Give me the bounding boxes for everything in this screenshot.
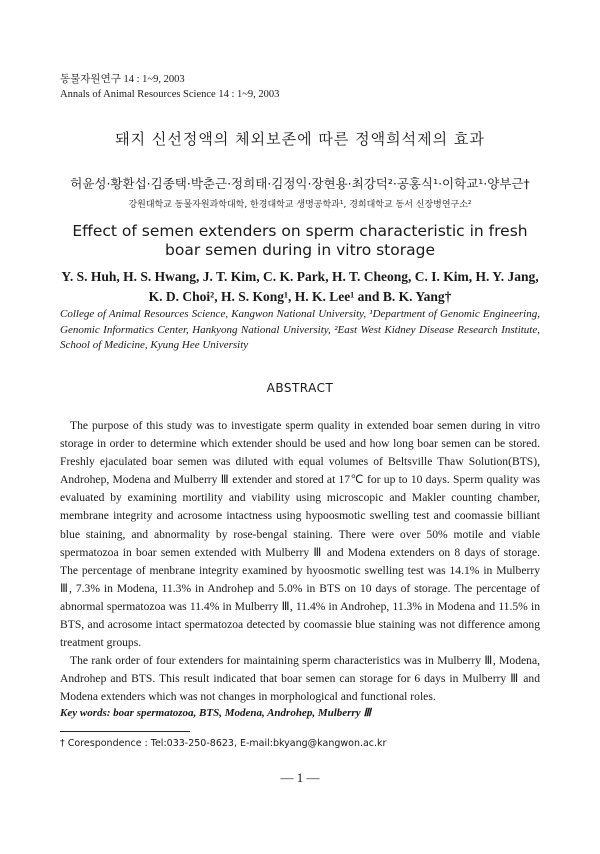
affiliations-english: College of Animal Resources Science, Kangwon National University, ¹Department of Genomic Engineering, Genomic Informatics Center, Hankyong National University, ²East West Kidney Disease Research Institute, School of Medicine, Kyung Hee University bbox=[60, 308, 540, 351]
title-korean: 돼지 신선정액의 체외보존에 따른 정액희석제의 효과 bbox=[115, 130, 485, 148]
affiliations-korean: 강원대학교 동물자원과학대학, 한경대학교 생명공학과¹, 경희대학교 동서 신장병연구소² bbox=[128, 200, 472, 210]
abstract-heading: ABSTRACT bbox=[266, 381, 334, 395]
footnote-correspondence: † Corespondence : Tel:033-250-8623, E-mail:bkyang@kangwon.ac.kr bbox=[60, 738, 387, 749]
page-number: — 1 — bbox=[280, 770, 320, 785]
journal-line-ko: 동물자원연구 14 : 1~9, 2003 bbox=[60, 74, 185, 85]
footnote-divider bbox=[60, 731, 190, 732]
authors-korean: 허윤성·황환섭·김종택·박춘근·정희태·김정익·장현용·최강덕²·공홍식¹·이학교¹·양부근† bbox=[70, 176, 530, 191]
journal-header bbox=[60, 72, 279, 102]
abstract-paragraph-2: The rank order of four extenders for maintaining sperm characteristics was in Mulberry Ⅲ, Modena, Androhep and BTS. This result indicated that boar semen can storage for 6 days in Mulberry Ⅲ and Modena extenders which was not changes in morphological and functional roles. bbox=[60, 654, 540, 704]
keywords: Key words: boar spermatozoa, BTS, Modena, Androhep, Mulberry Ⅲ bbox=[60, 707, 371, 719]
authors-english bbox=[60, 267, 540, 307]
title-english: Effect of semen extenders on sperm characteristic in fresh boar semen during in vitro storage bbox=[72, 222, 528, 259]
journal-line-en: Annals of Animal Resources Science 14 : 1~9, 2003 bbox=[60, 89, 280, 100]
authors-english-line2: K. D. Choi², H. S. Kong¹, H. K. Lee¹ and B. K. Yang† bbox=[148, 289, 452, 304]
abstract-body bbox=[60, 417, 540, 707]
abstract-paragraph-1: The purpose of this study was to investigate sperm quality in extended boar semen during in vitro storage in order to determine which extender should be used and how long boar semen can be stored. Freshly ejaculated boar semen was diluted with equal volumes of Beltsville Thaw Solution(BTS), Androhep, Modena and Mulberry Ⅲ extender and stored at 17℃ for up to 10 days. Sperm quality was evaluated by examining mortility and viability using microscopic and Makler counting chamber, membrane integrity and acrosome intactness using hypoosmotic swelling test and coomassie billiant blue staining, and abnormality by rose-bengal staining. There were over 50% motile and viable spermatozoa in boar semen extended with Mulberry Ⅲ and Modena extenders on 8 days of storage. The percentage of menbrane integrity examined by hyoosmotic swelling test was 14.1% in Mulberry Ⅲ, 7.3% in Modena, 11.3% in Androhep and 5.0% in BTS on 10 days of storage. The percentage of abnormal spermatozoa was 11.4% in Mulberry Ⅲ, 11.4% in Androhep, 11.3% in Modena and 11.5% in BTS, and acrosome intact spermatozoa detected by coomassie blue staining was not difference among treatment groups. bbox=[60, 419, 540, 650]
authors-english-line1: Y. S. Huh, H. S. Hwang, J. T. Kim, C. K. Park, H. T. Cheong, C. I. Kim, H. Y. Jang, bbox=[61, 269, 539, 284]
